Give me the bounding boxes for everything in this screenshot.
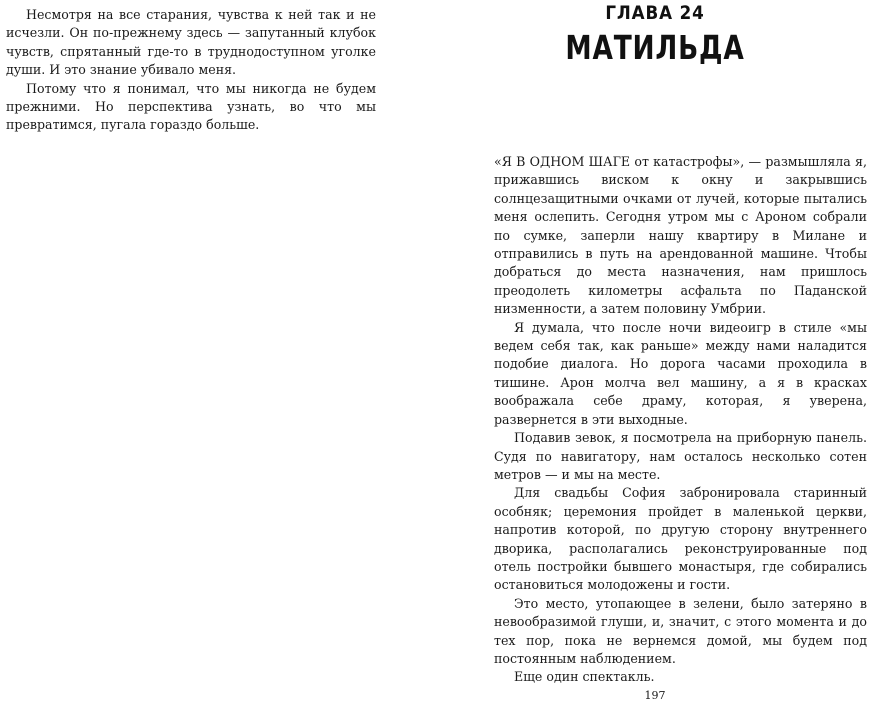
right-paragraph-5: Это место, утопающее в зелени, было затеряно в невообразимой глуши, и, значит, с этого момента и до тех пор, пока не вернемся домой, мы будем под постоянным наблюдением. <box>494 595 867 666</box>
right-paragraph-3: Подавив зевок, я посмотрела на приборную панель. Судя по навигатору, нам осталось несколько сотен метров — и мы на месте. <box>494 430 867 482</box>
chapter-heading <box>437 0 873 70</box>
chapter-number: ГЛАВА 24 <box>605 2 705 24</box>
right-paragraph-2: Я думала, что после ночи видеоигр в стиле «мы ведем себя так, как раньше» между нами наладится подобие диалога. Но дорога часами проходила в тишине. Арон молча вел машину, а я в красках воображала себе драму, которая, я уверена, развернется в эти выходные. <box>494 319 867 427</box>
right-paragraph-1: «Я В ОДНОМ ШАГЕ от катастрофы», — размышляла я, прижавшись виском к окну и закрывшись солнцезащитными очками от лучей, которые пытались меня ослепить. Сегодня утром мы с Ароном собрали по сумке, заперли нашу квартиру в Милане и отправились в путь на арендованной машине. Чтобы добраться до места назначения, нам пришлось преодолеть километры асфальта по Паданской низменности, а затем половину Умбрии. <box>494 154 867 317</box>
right-paragraph-6: Еще один спектакль. <box>514 669 655 685</box>
page-number: 197 <box>644 689 666 702</box>
chapter-title: МАТИЛЬДА <box>565 28 745 67</box>
left-paragraph-1: Несмотря на все старания, чувства к ней так и не исчезли. Он по-прежнему здесь — запутанный клубок чувств, спрятанный где-то в труднодоступном уголке души. И это знание убивало меня. <box>6 7 376 78</box>
left-page-text <box>6 6 376 135</box>
right-paragraph-4: Для свадьбы София забронировала старинный особняк; церемония пройдет в маленькой церкви, напротив которой, по другую сторону внутреннего дворика, располагались реконструированные под отель постройки бывшего монастыря, где собирались остановиться молодожены и гости. <box>494 485 867 593</box>
right-page <box>437 0 873 706</box>
left-paragraph-2: Потому что я понимал, что мы никогда не будем прежними. Но перспектива узнать, во что мы превратимся, пугала гораздо больше. <box>6 80 376 133</box>
right-page-text <box>494 153 867 687</box>
